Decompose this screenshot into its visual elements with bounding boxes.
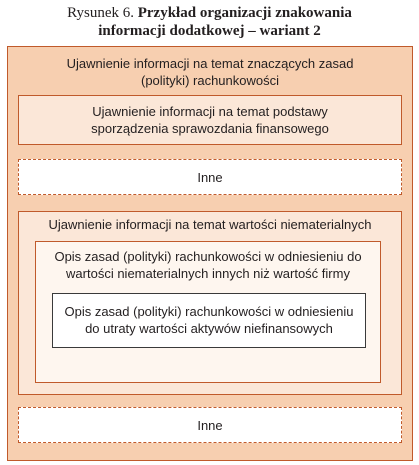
caption-title-line-1: Przykład organizacji znakowania [137, 5, 352, 21]
impairment-policy-label-line-1: Opis zasad (polityki) rachunkowości w odniesieniu [64, 304, 354, 319]
intangible-policy-box [35, 241, 381, 383]
other-box-1 [18, 159, 402, 195]
significant-policies-box [7, 46, 413, 461]
intangible-policy-label-line-1: Opis zasad (polityki) rachunkowości w odniesieniu do [54, 249, 362, 264]
impairment-policy-box [52, 293, 366, 348]
intangible-policy-label-line-2: wartości niematerialnych innych niż wartość firmy [66, 266, 350, 281]
figure-caption [0, 4, 419, 40]
impairment-policy-label-line-2: do utraty wartości aktywów niefinansowych [85, 321, 333, 336]
caption-title-line-2: informacji dodatkowej – wariant 2 [98, 23, 321, 39]
preparation-basis-label-line-2: sporządzenia sprawozdania finansowego [91, 121, 329, 136]
intangible-assets-label: Ujawnienie informacji na temat wartości niematerialnych [48, 217, 372, 232]
impairment-policy-label [53, 303, 365, 337]
significant-policies-label [8, 55, 412, 89]
other-label-1: Inne [197, 170, 223, 185]
other-label-2: Inne [197, 418, 223, 433]
other-box-2 [18, 407, 402, 443]
preparation-basis-label [19, 103, 401, 137]
intangible-assets-box [18, 211, 402, 395]
caption-line-1 [0, 4, 419, 22]
caption-prefix: Rysunek 6. [67, 5, 138, 21]
significant-policies-label-line-2: (polityki) rachunkowości [141, 73, 279, 88]
intangible-policy-label [36, 248, 380, 282]
preparation-basis-label-line-1: Ujawnienie informacji na temat podstawy [92, 104, 328, 119]
preparation-basis-box [18, 95, 402, 145]
significant-policies-label-line-1: Ujawnienie informacji na temat znaczących zasad [66, 56, 354, 71]
